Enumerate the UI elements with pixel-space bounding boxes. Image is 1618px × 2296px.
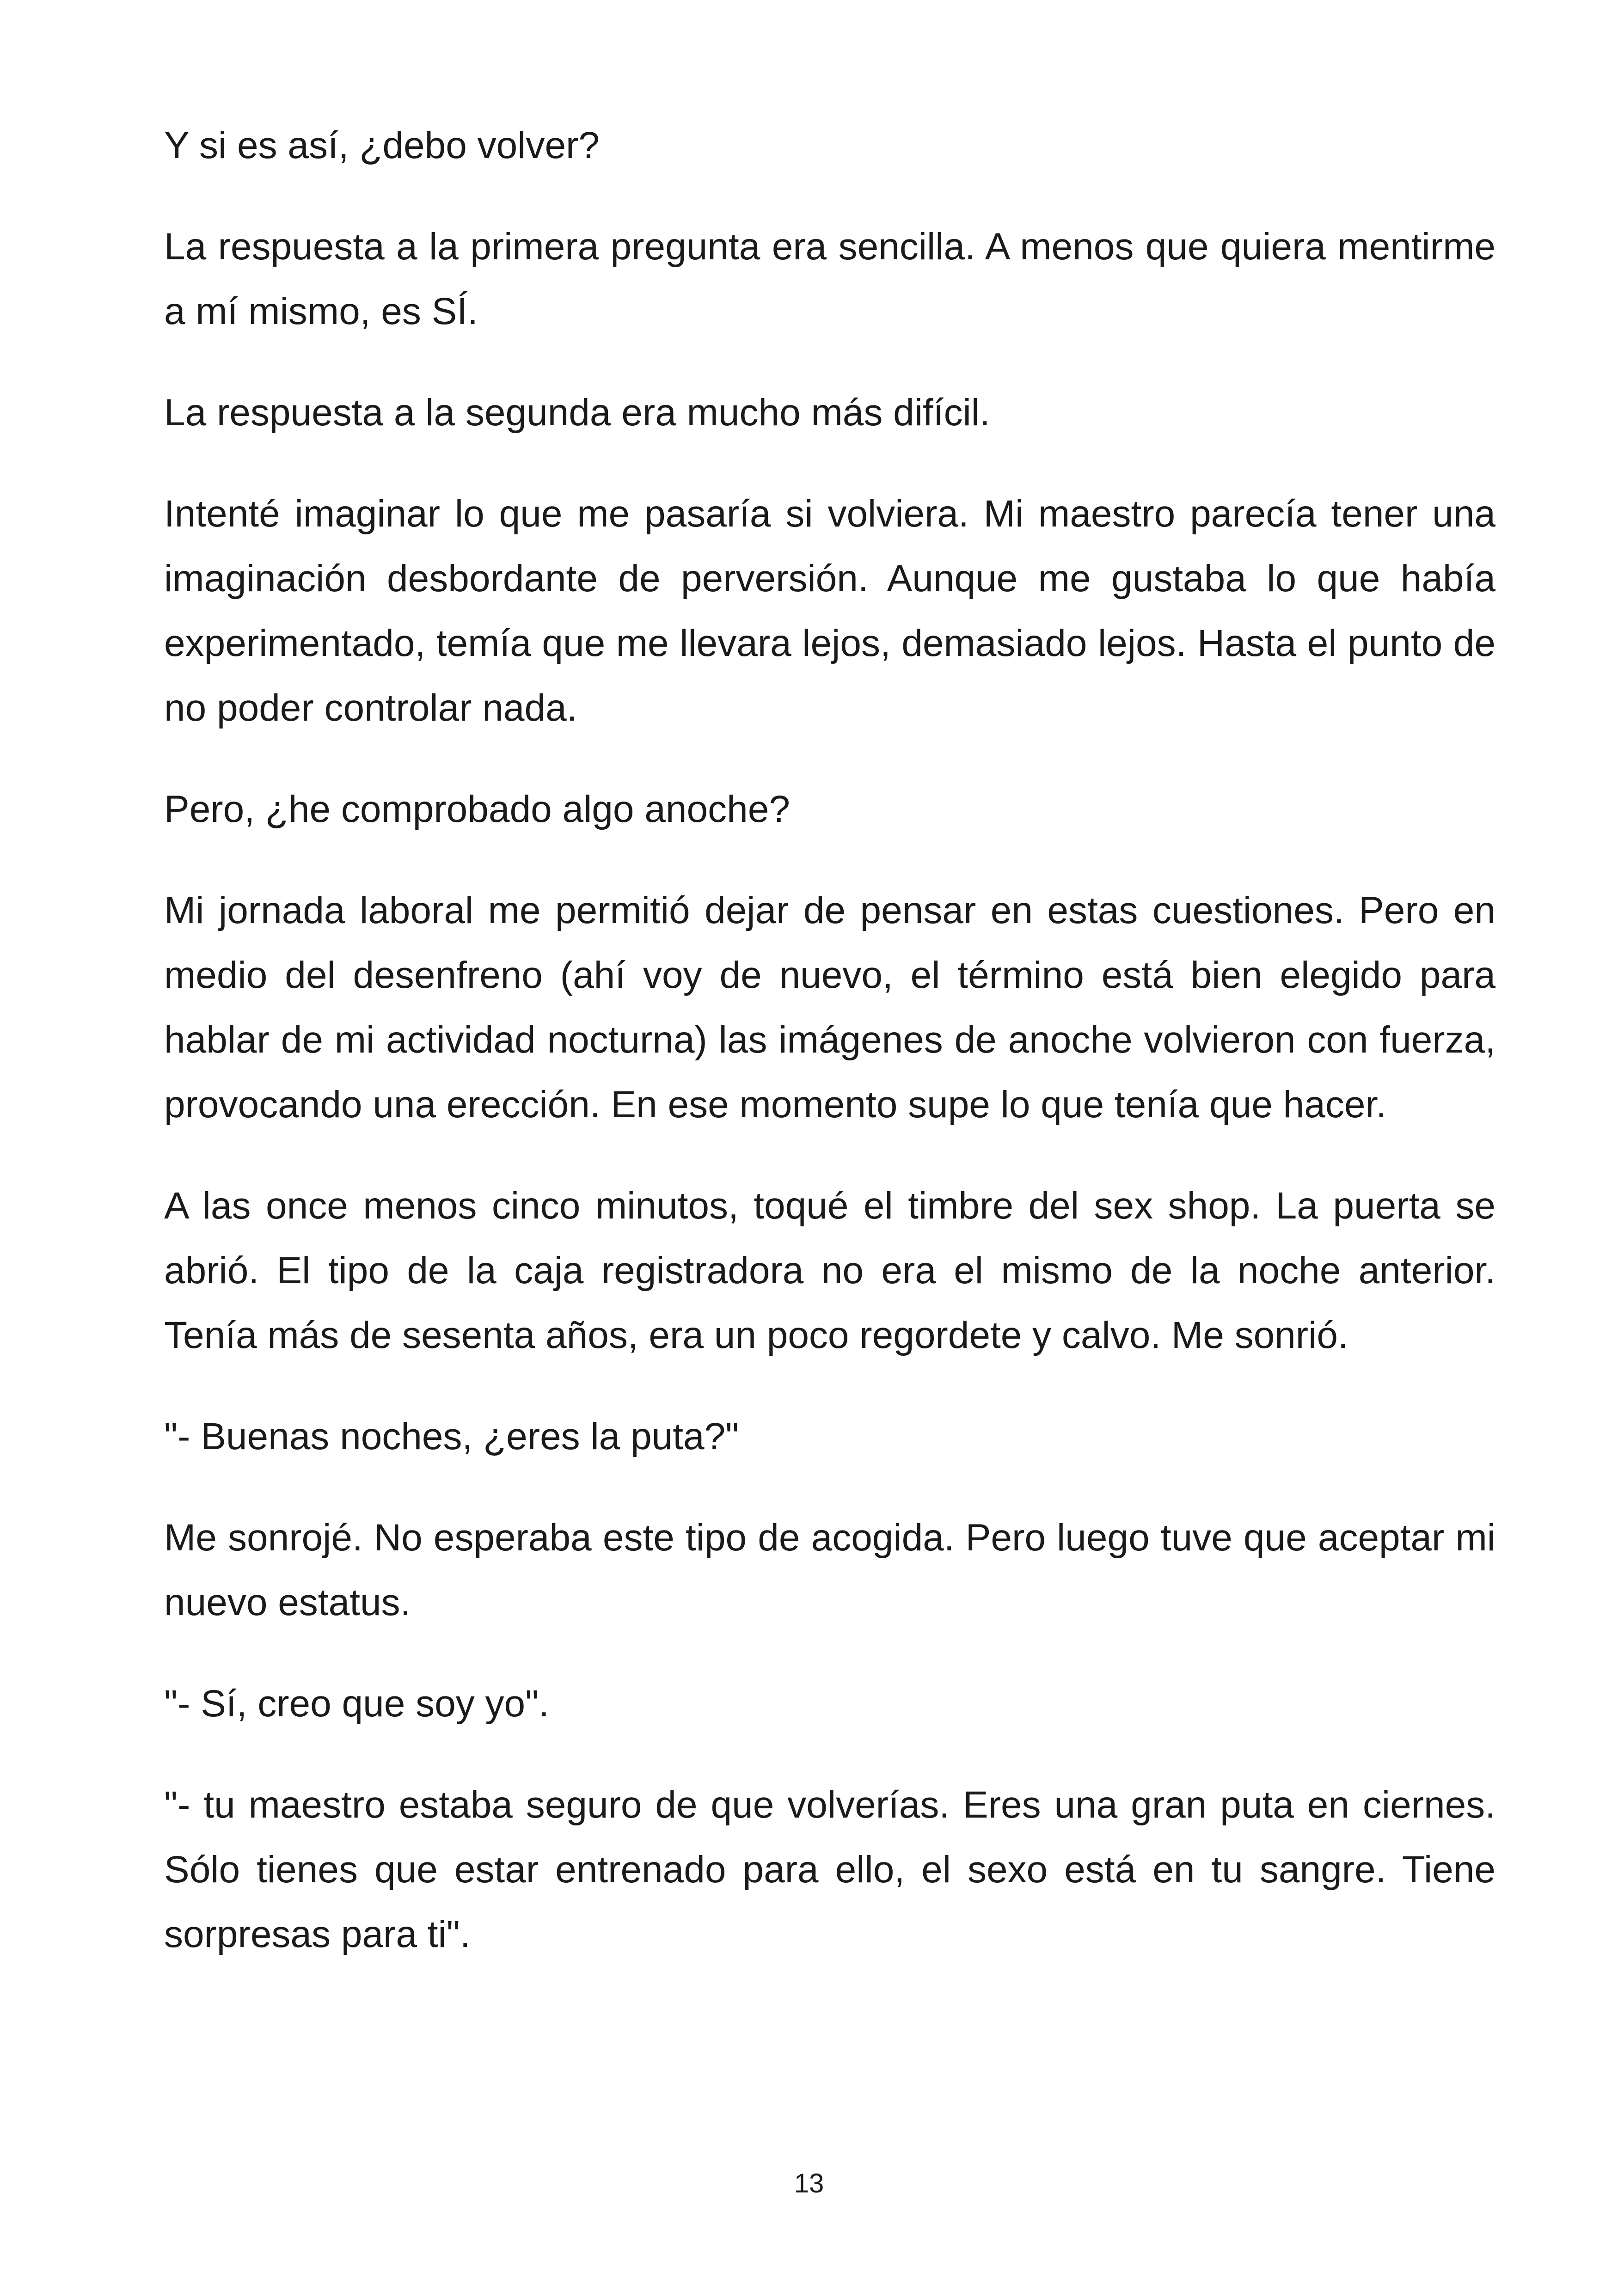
paragraph: Intenté imaginar lo que me pasaría si volviera. Mi maestro parecía tener una imaginación desbordante de perversión. Aunque me gustaba lo que había experimentado, temía que me llevara lejos, demasiado lejos. Hasta el punto de no poder controlar nada. (164, 493, 1495, 729)
paragraph: Y si es así, ¿debo volver? (164, 124, 600, 166)
paragraph: La respuesta a la primera pregunta era sencilla. A menos que quiera mentirme a mí mismo, es SÍ. (164, 226, 1495, 332)
paragraph: A las once menos cinco minutos, toqué el timbre del sex shop. La puerta se abrió. El tipo de la caja registradora no era el mismo de la noche anterior. Tenía más de sesenta años, era un poco regordete y calvo. Me sonrió. (164, 1185, 1495, 1356)
paragraph: Me sonrojé. No esperaba este tipo de acogida. Pero luego tuve que aceptar mi nuevo estatus. (164, 1517, 1495, 1623)
paragraph: La respuesta a la segunda era mucho más difícil. (164, 392, 990, 434)
paragraph: "- Sí, creo que soy yo". (164, 1683, 550, 1725)
page-number: 13 (794, 2168, 824, 2198)
paragraph: "- Buenas noches, ¿eres la puta?" (164, 1415, 739, 1457)
paragraph: "- tu maestro estaba seguro de que volverías. Eres una gran puta en ciernes. Sólo tienes que estar entrenado para ello, el sexo está en tu sangre. Tiene sorpresas para ti". (164, 1784, 1495, 1955)
paragraph: Mi jornada laboral me permitió dejar de pensar en estas cuestiones. Pero en medio del desenfreno (ahí voy de nuevo, el término está bien elegido para hablar de mi actividad nocturna) las imágenes de anoche volvieron con fuerza, provocando una erección. En ese momento supe lo que tenía que hacer. (164, 889, 1495, 1126)
paragraph: Pero, ¿he comprobado algo anoche? (164, 788, 790, 830)
body-text (164, 113, 1495, 2003)
